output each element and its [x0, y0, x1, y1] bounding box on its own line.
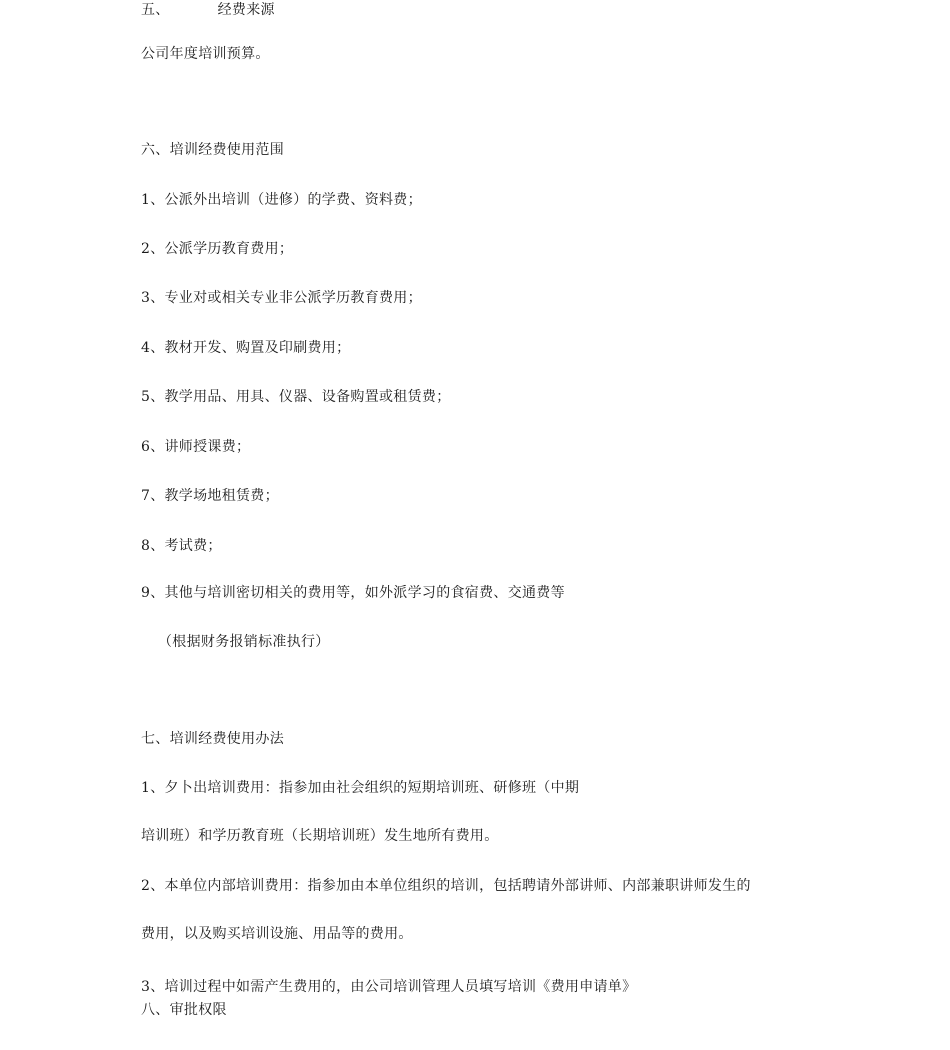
section-6-heading: 六、培训经费使用范围: [141, 142, 284, 158]
section-6-item-4: 4、教材开发、购置及印刷费用；: [141, 340, 351, 356]
section-5-number: 五、: [141, 2, 170, 18]
section-6-item-2: 2、公派学历教育费用；: [141, 241, 294, 257]
section-5-heading: [141, 0, 275, 20]
section-6-item-6: 6、讲师授课费；: [141, 439, 251, 455]
section-7-item-2-line-2: 费用，以及购买培训设施、用品等的费用。: [141, 926, 413, 942]
section-7-item-3: 3、培训过程中如需产生费用的，由公司培训管理人员填写培训《费用申请单》: [141, 979, 637, 995]
section-6-item-5: 5、教学用品、用具、仪器、设备购置或租赁费；: [141, 389, 451, 405]
section-6-item-9: 9、其他与培训密切相关的费用等，如外派学习的食宿费、交通费等: [141, 585, 565, 601]
section-7-item-1-line-2: 培训班）和学历教育班（长期培训班）发生地所有费用。: [141, 828, 499, 844]
section-6-item-3: 3、专业对或相关专业非公派学历教育费用；: [141, 290, 422, 306]
section-7-heading: 七、培训经费使用办法: [141, 731, 284, 747]
section-6-note: （根据财务报销标准执行）: [158, 634, 330, 650]
section-5-title: 经费来源: [217, 2, 275, 18]
section-6-item-1: 1、公派外出培训（进修）的学费、资料费；: [141, 192, 422, 208]
section-7-item-2-line-1: 2、本单位内部培训费用：指参加由本单位组织的培训，包括聘请外部讲师、内部兼职讲师发生的: [141, 878, 751, 894]
section-8-heading: 八、审批权限: [141, 1002, 227, 1018]
section-6-item-7: 7、教学场地租赁费；: [141, 488, 279, 504]
section-5-body: 公司年度培训预算。: [141, 46, 270, 62]
section-7-item-1-line-1: 1、夕卜出培训费用：指参加由社会组织的短期培训班、研修班（中期: [141, 780, 580, 796]
section-6-item-8: 8、考试费；: [141, 538, 222, 554]
